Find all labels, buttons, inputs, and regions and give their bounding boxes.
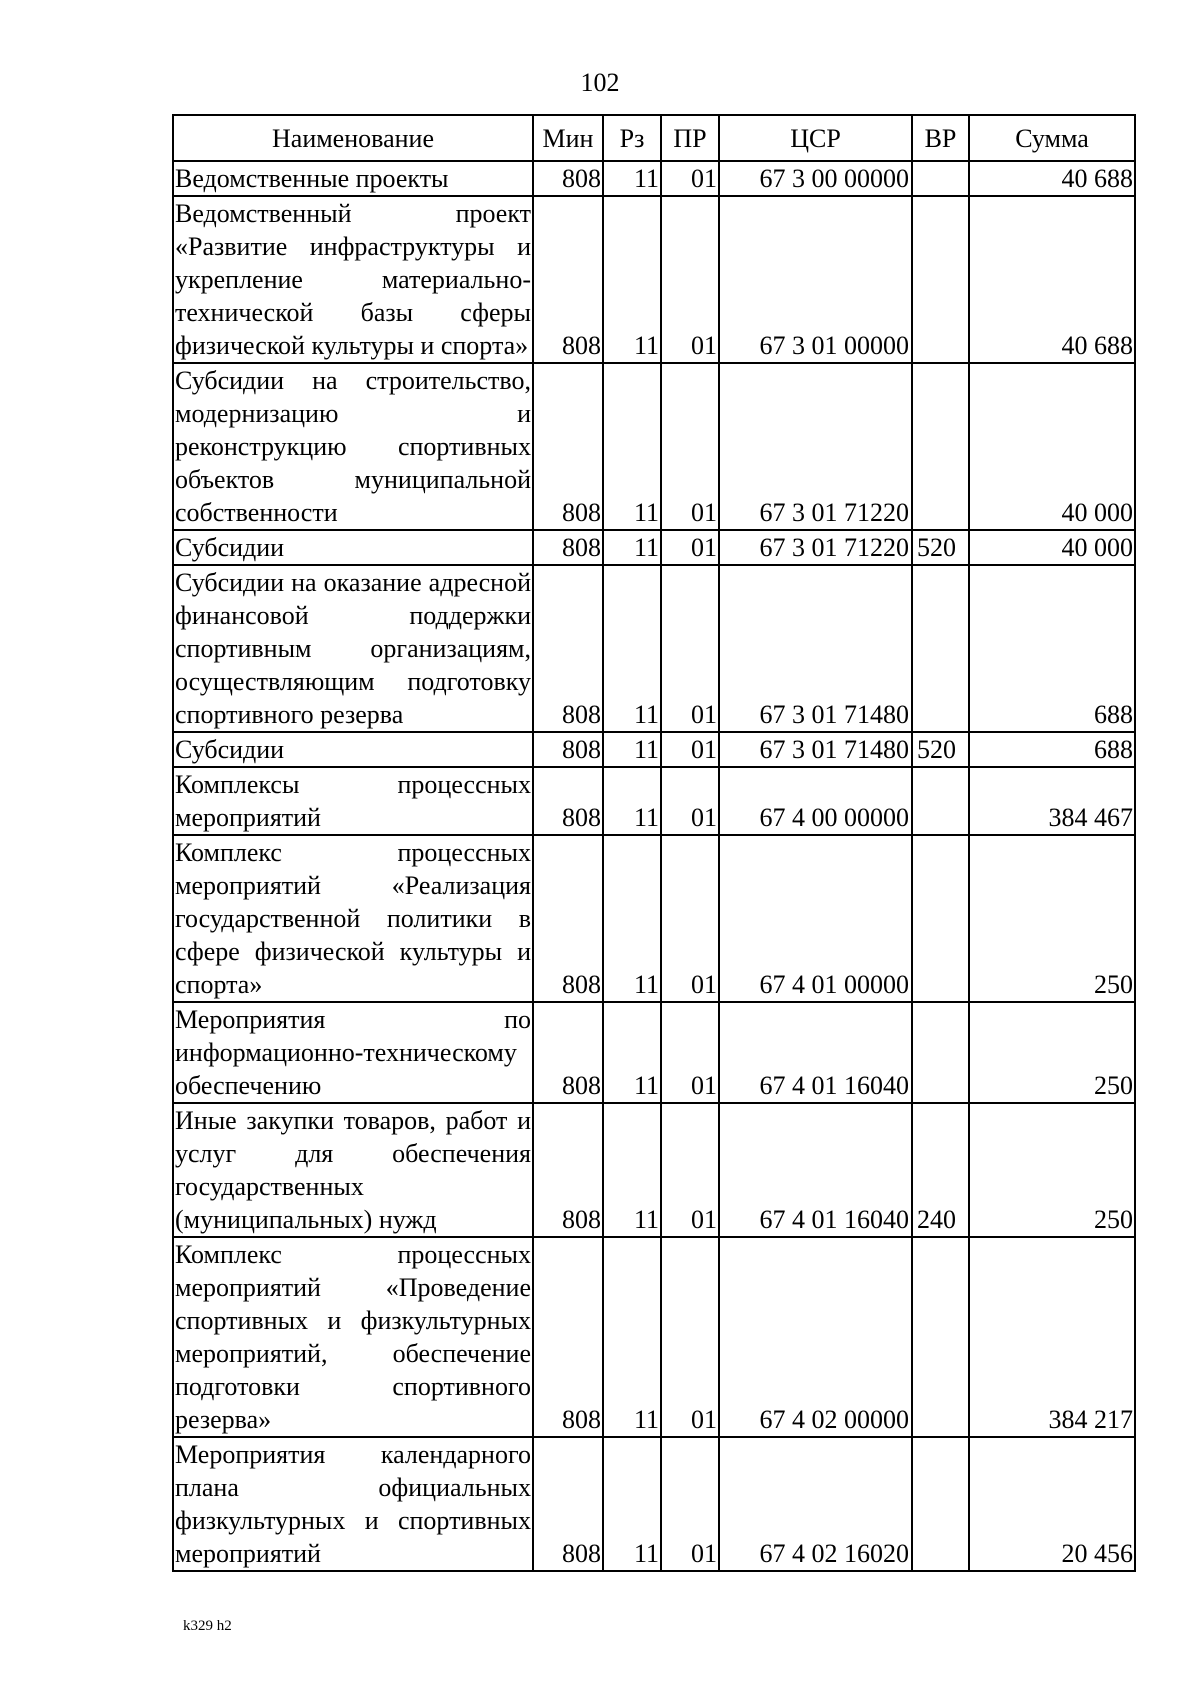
- cell-rz: 11: [603, 363, 661, 530]
- cell-vr: [912, 565, 969, 732]
- cell-sum: 384 467: [969, 767, 1135, 835]
- cell-name: Мероприятия по информационно-техническому обеспечению: [173, 1002, 533, 1103]
- cell-rz: 11: [603, 732, 661, 767]
- cell-csr: 67 3 00 00000: [719, 161, 912, 196]
- cell-rz: 11: [603, 1103, 661, 1237]
- cell-name: Комплексы процессных мероприятий: [173, 767, 533, 835]
- cell-sum: 40 688: [969, 161, 1135, 196]
- cell-vr: 520: [912, 530, 969, 565]
- cell-vr: [912, 1437, 969, 1571]
- cell-min: 808: [533, 196, 603, 363]
- cell-rz: 11: [603, 767, 661, 835]
- cell-min: 808: [533, 1103, 603, 1237]
- header-min: Мин: [533, 115, 603, 161]
- cell-sum: 20 456: [969, 1437, 1135, 1571]
- cell-pr: 01: [661, 1237, 719, 1437]
- cell-name: Комплекс процессных мероприятий «Проведение спортивных и физкультурных мероприятий, обеспечение подготовки спортивного резерва»: [173, 1237, 533, 1437]
- cell-sum: 250: [969, 1103, 1135, 1237]
- cell-sum: 40 000: [969, 363, 1135, 530]
- cell-pr: 01: [661, 161, 719, 196]
- table-header-row: [173, 115, 1135, 161]
- cell-csr: 67 3 01 71480: [719, 565, 912, 732]
- cell-name: Иные закупки товаров, работ и услуг для обеспечения государственных (муниципальных) нужд: [173, 1103, 533, 1237]
- cell-min: 808: [533, 835, 603, 1002]
- cell-pr: 01: [661, 1437, 719, 1571]
- cell-rz: 11: [603, 530, 661, 565]
- cell-vr: [912, 196, 969, 363]
- cell-csr: 67 4 02 00000: [719, 1237, 912, 1437]
- cell-vr: [912, 1002, 969, 1103]
- cell-name: Ведомственные проекты: [173, 161, 533, 196]
- cell-name: Субсидии на строительство, модернизацию и реконструкцию спортивных объектов муниципальной собственности: [173, 363, 533, 530]
- cell-pr: 01: [661, 1103, 719, 1237]
- cell-vr: [912, 1237, 969, 1437]
- cell-sum: 250: [969, 1002, 1135, 1103]
- cell-min: 808: [533, 363, 603, 530]
- cell-min: 808: [533, 161, 603, 196]
- cell-min: 808: [533, 732, 603, 767]
- header-name: Наименование: [173, 115, 533, 161]
- cell-vr: [912, 767, 969, 835]
- cell-csr: 67 4 00 00000: [719, 767, 912, 835]
- table-row: [173, 1237, 1135, 1437]
- header-rz: Рз: [603, 115, 661, 161]
- cell-csr: 67 3 01 00000: [719, 196, 912, 363]
- cell-pr: 01: [661, 565, 719, 732]
- cell-pr: 01: [661, 767, 719, 835]
- cell-rz: 11: [603, 565, 661, 732]
- table-row: [173, 363, 1135, 530]
- cell-vr: [912, 161, 969, 196]
- cell-vr: [912, 363, 969, 530]
- cell-name: Субсидии на оказание адресной финансовой поддержки спортивным организациям, осуществляющим подготовку спортивного резерва: [173, 565, 533, 732]
- cell-min: 808: [533, 1237, 603, 1437]
- cell-name: Мероприятия календарного плана официальных физкультурных и спортивных мероприятий: [173, 1437, 533, 1571]
- table-row: [173, 767, 1135, 835]
- cell-name: Субсидии: [173, 530, 533, 565]
- cell-pr: 01: [661, 1002, 719, 1103]
- cell-csr: 67 4 01 16040: [719, 1002, 912, 1103]
- table-row: [173, 530, 1135, 565]
- cell-name: Комплекс процессных мероприятий «Реализация государственной политики в сфере физической культуры и спорта»: [173, 835, 533, 1002]
- cell-min: 808: [533, 1002, 603, 1103]
- header-pr: ПР: [661, 115, 719, 161]
- cell-sum: 40 688: [969, 196, 1135, 363]
- cell-pr: 01: [661, 363, 719, 530]
- cell-sum: 250: [969, 835, 1135, 1002]
- cell-csr: 67 3 01 71220: [719, 530, 912, 565]
- cell-rz: 11: [603, 835, 661, 1002]
- header-sum: Сумма: [969, 115, 1135, 161]
- cell-vr: [912, 835, 969, 1002]
- cell-csr: 67 4 01 16040: [719, 1103, 912, 1237]
- cell-csr: 67 4 01 00000: [719, 835, 912, 1002]
- cell-sum: 688: [969, 565, 1135, 732]
- cell-rz: 11: [603, 1002, 661, 1103]
- cell-sum: 688: [969, 732, 1135, 767]
- cell-pr: 01: [661, 530, 719, 565]
- cell-rz: 11: [603, 161, 661, 196]
- cell-csr: 67 4 02 16020: [719, 1437, 912, 1571]
- cell-csr: 67 3 01 71480: [719, 732, 912, 767]
- table-row: [173, 161, 1135, 196]
- cell-min: 808: [533, 767, 603, 835]
- cell-rz: 11: [603, 1437, 661, 1571]
- table-row: [173, 835, 1135, 1002]
- budget-table: [172, 114, 1136, 1572]
- cell-pr: 01: [661, 835, 719, 1002]
- header-csr: ЦСР: [719, 115, 912, 161]
- cell-pr: 01: [661, 732, 719, 767]
- cell-csr: 67 3 01 71220: [719, 363, 912, 530]
- table-row: [173, 565, 1135, 732]
- page-number: 102: [580, 68, 620, 97]
- cell-sum: 40 000: [969, 530, 1135, 565]
- cell-min: 808: [533, 1437, 603, 1571]
- table-row: [173, 1103, 1135, 1237]
- table-row: [173, 196, 1135, 363]
- cell-min: 808: [533, 565, 603, 732]
- cell-vr: 520: [912, 732, 969, 767]
- table-row: [173, 1002, 1135, 1103]
- cell-min: 808: [533, 530, 603, 565]
- footer-document-code: k329 h2: [183, 1618, 232, 1634]
- table-row: [173, 732, 1135, 767]
- cell-vr: 240: [912, 1103, 969, 1237]
- cell-sum: 384 217: [969, 1237, 1135, 1437]
- cell-name: Субсидии: [173, 732, 533, 767]
- cell-rz: 11: [603, 1237, 661, 1437]
- cell-pr: 01: [661, 196, 719, 363]
- header-vr: ВР: [912, 115, 969, 161]
- cell-name: Ведомственный проект «Развитие инфраструктуры и укрепление материально-технической базы сферы физической культуры и спорта»: [173, 196, 533, 363]
- cell-rz: 11: [603, 196, 661, 363]
- table-row: [173, 1437, 1135, 1571]
